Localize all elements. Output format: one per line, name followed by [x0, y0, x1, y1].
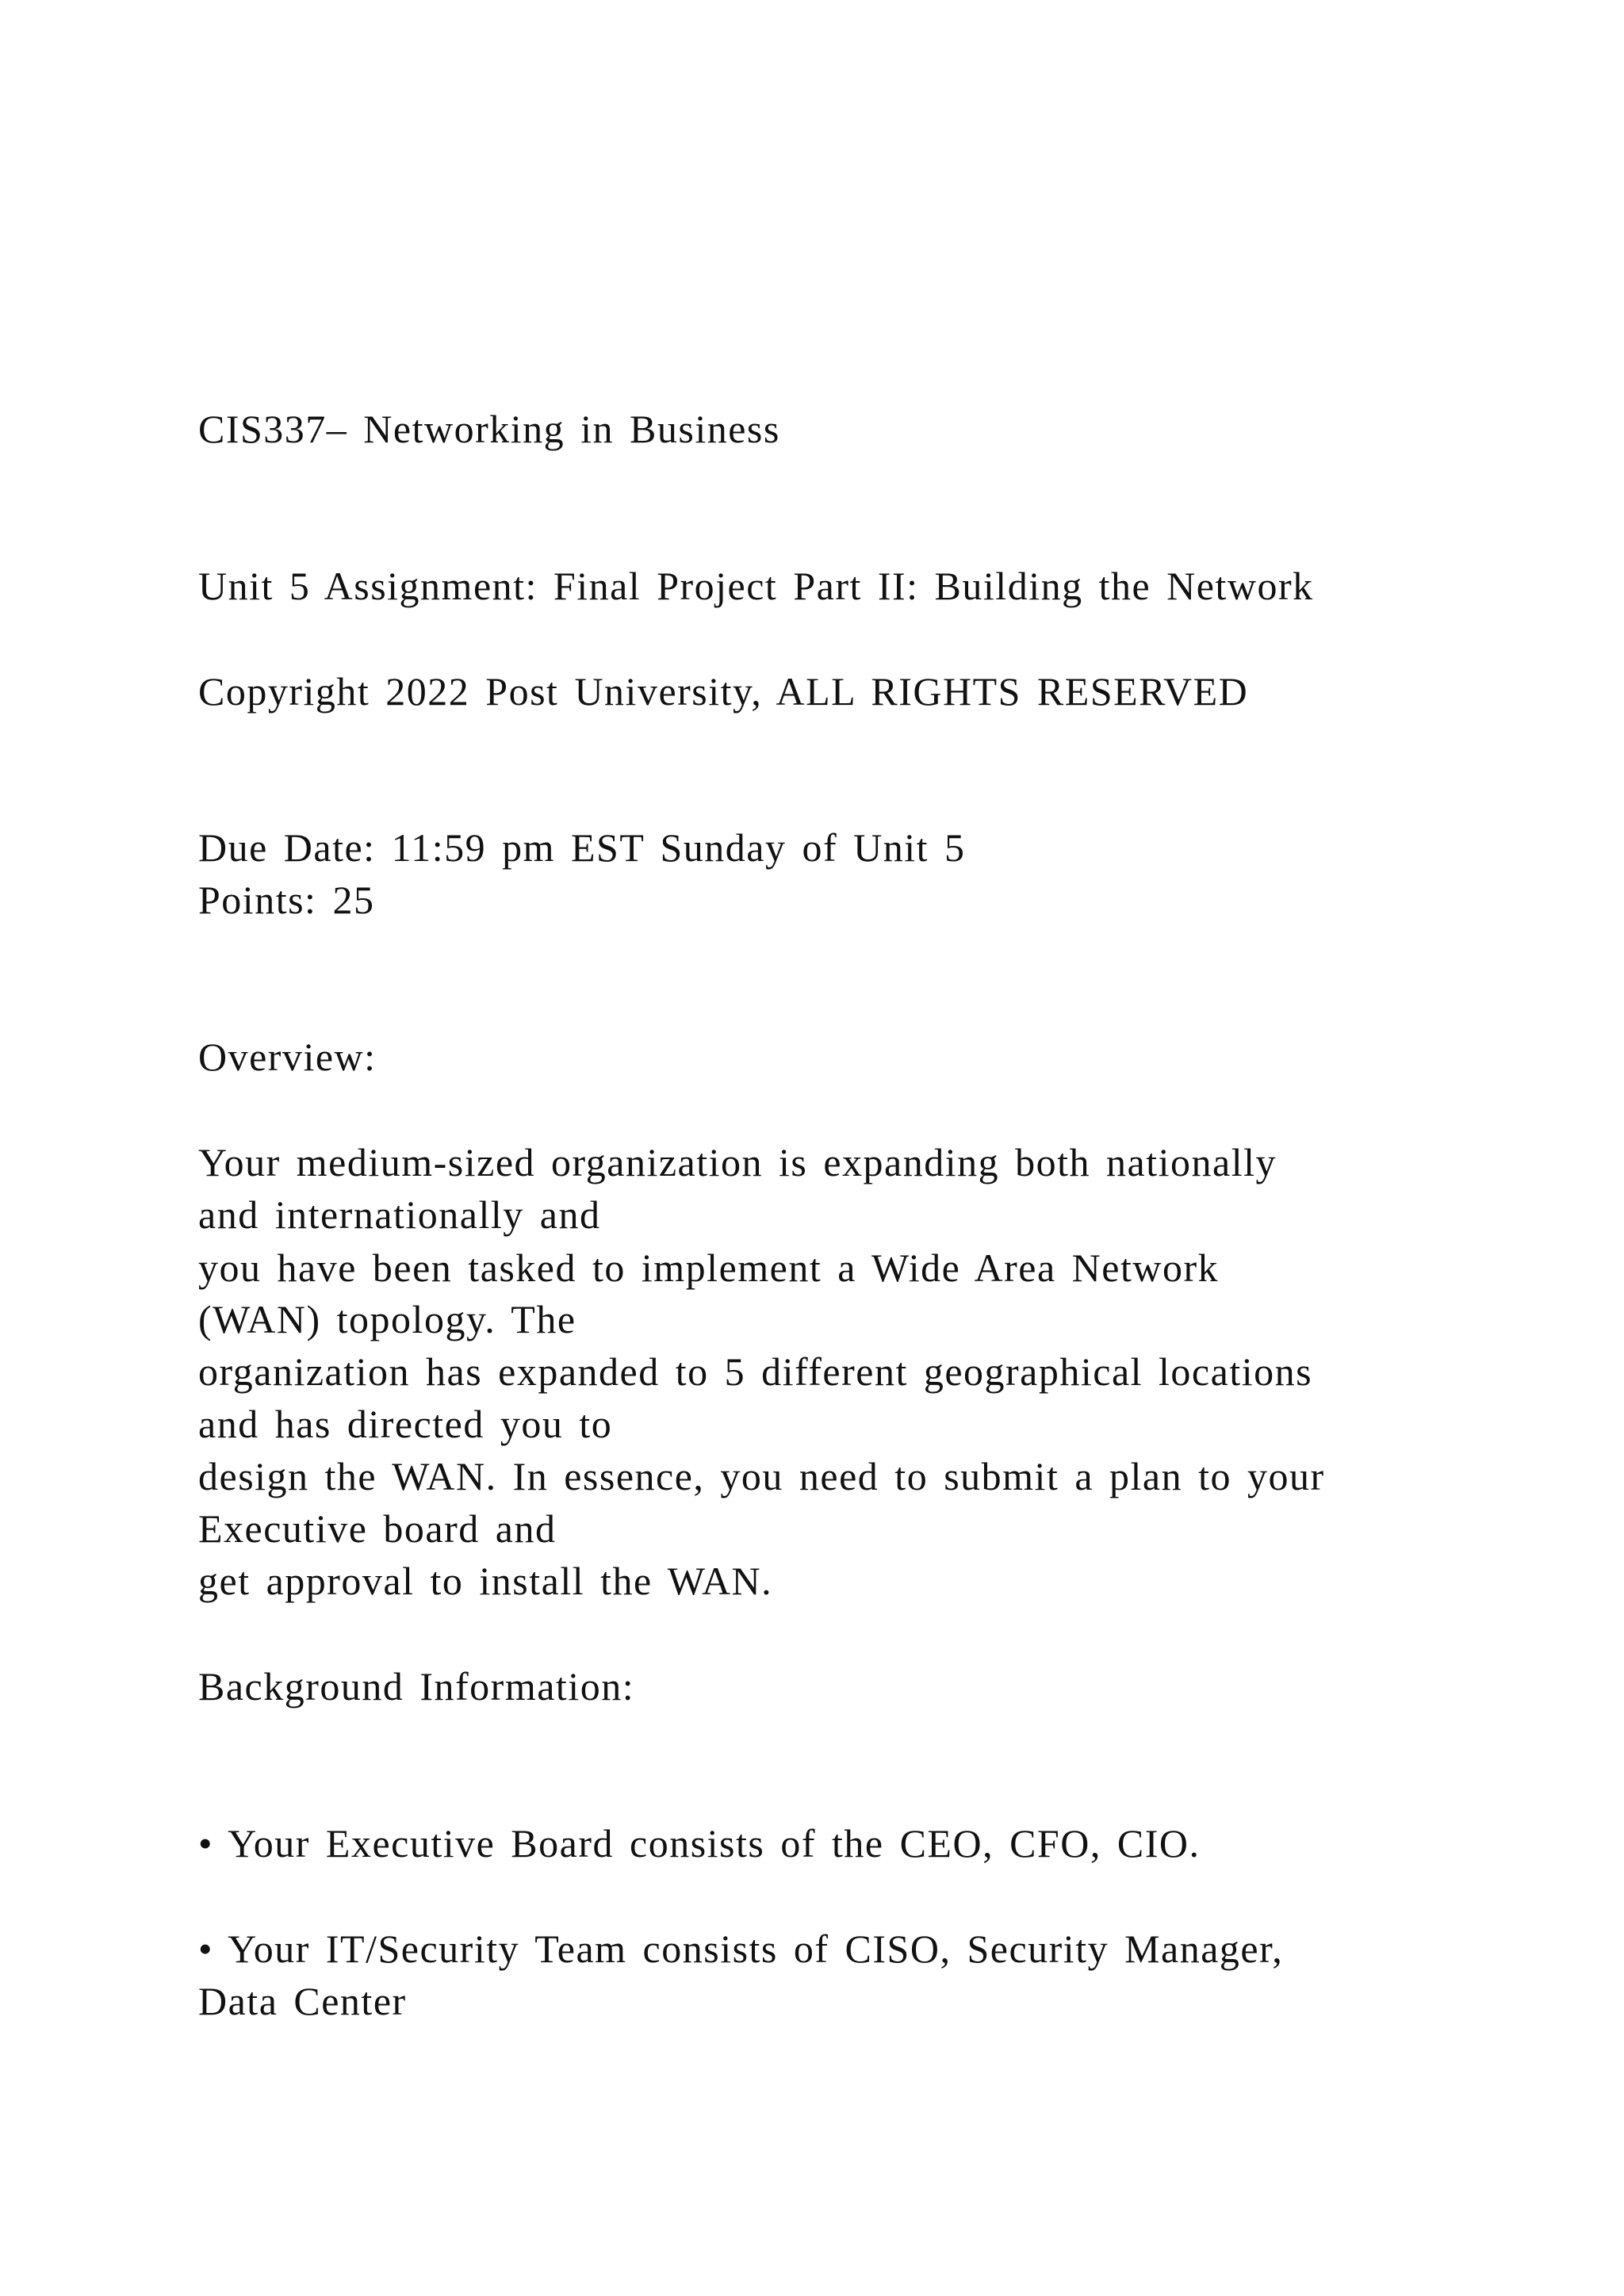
bullet-item-continuation: Data Center [198, 1979, 407, 2023]
overview-line: you have been tasked to implement a Wide Area Network [198, 1246, 1220, 1290]
due-date: Due Date: 11:59 pm EST Sunday of Unit 5 [198, 825, 966, 870]
background-heading: Background Information: [198, 1664, 635, 1709]
bullet-item: • Your IT/Security Team consists of CISO, Security Manager, [198, 1927, 1284, 1971]
overview-line: (WAN) topology. The [198, 1297, 576, 1341]
points: Points: 25 [198, 878, 375, 922]
bullet-item: • Your Executive Board consists of the CEO, CFO, CIO. [198, 1821, 1201, 1866]
overview-line: organization has expanded to 5 different geographical locations [198, 1349, 1313, 1394]
assignment-title: Unit 5 Assignment: Final Project Part II: Building the Network [198, 564, 1314, 608]
overview-line: and has directed you to [198, 1402, 613, 1446]
overview-line: design the WAN. In essence, you need to submit a plan to your [198, 1454, 1325, 1498]
course-title: CIS337– Networking in Business [198, 407, 780, 451]
overview-line: and internationally and [198, 1192, 601, 1237]
overview-heading: Overview: [198, 1035, 377, 1079]
overview-line: Your medium-sized organization is expanding both nationally [198, 1140, 1277, 1184]
copyright-line: Copyright 2022 Post University, ALL RIGHTS RESERVED [198, 669, 1249, 714]
overview-line: Executive board and [198, 1506, 557, 1551]
overview-line: get approval to install the WAN. [198, 1559, 773, 1603]
